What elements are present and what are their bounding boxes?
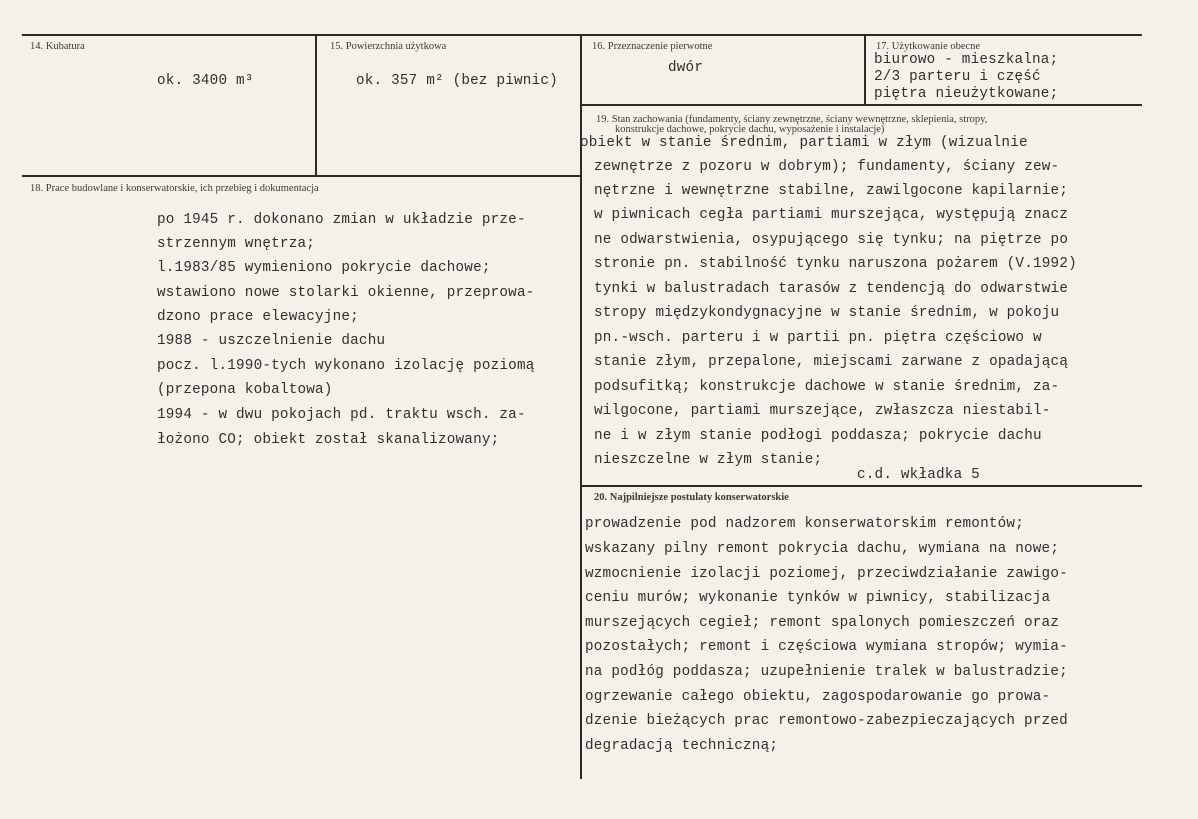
- field-19-line: tynki w balustradach tarasów z tendencją do odwarstwie: [594, 281, 1069, 297]
- divider-17-19: [581, 104, 1142, 106]
- field-14-value: ok. 3400 m³: [157, 73, 254, 89]
- field-18-line: (przepona kobaltowa): [157, 382, 333, 398]
- divider-19-20: [581, 485, 1142, 487]
- field-19-line: w piwnicach cegła partiami murszejąca, występują znacz: [594, 207, 1069, 223]
- field-18-line: po 1945 r. dokonano zmian w układzie prze-: [157, 212, 526, 228]
- field-18-line: 1994 - w dwu pokojach pd. traktu wsch. za-: [157, 407, 526, 423]
- field-17-line: biurowo - mieszkalna;: [874, 52, 1059, 68]
- field-17-label: 17. Użytkowanie obecne: [876, 41, 981, 52]
- field-19-line: nieszczelne w złym stanie;: [594, 452, 823, 468]
- field-20-line: wzmocnienie izolacji poziomej, przeciwdziałanie zawigo-: [585, 566, 1068, 582]
- field-19-line: stronie pn. stabilność tynku naruszona pożarem (V.1992): [594, 256, 1077, 272]
- field-18-line: łożono CO; obiekt został skanalizowany;: [157, 432, 500, 448]
- field-18-line: wstawiono nowe stolarki okienne, przeprowa-: [157, 285, 535, 301]
- field-18-line: dzono prace elewacyjne;: [157, 309, 359, 325]
- field-20-line: prowadzenie pod nadzorem konserwatorskim remontów;: [585, 516, 1024, 532]
- field-19-line: wilgocone, partiami murszejące, zwłaszcza niestabil-: [594, 403, 1051, 419]
- divider-14-15: [315, 34, 317, 175]
- field-16-label: 16. Przeznaczenie pierwotne: [592, 41, 713, 52]
- field-19-line: ne odwarstwienia, osypującego się tynku; na piętrze po: [594, 232, 1069, 248]
- field-18-line: strzennym wnętrza;: [157, 236, 316, 252]
- field-14-label: 14. Kubatura: [30, 41, 85, 52]
- field-15-label: 15. Powierzchnia użytkowa: [330, 41, 447, 52]
- field-20-line: degradacją techniczną;: [585, 738, 779, 754]
- field-20-line: na podłóg poddasza; uzupełnienie tralek w balustradzie;: [585, 664, 1068, 680]
- field-20-line: wskazany pilny remont pokrycia dachu, wymiana na nowe;: [585, 541, 1060, 557]
- field-18-line: 1988 - uszczelnienie dachu: [157, 333, 386, 349]
- field-20-line: dzenie bieżących prac remontowo-zabezpieczających przed: [585, 713, 1068, 729]
- field-17-line: piętra nieużytkowane;: [874, 86, 1059, 102]
- field-18-label: 18. Prace budowlane i konserwatorskie, ich przebieg i dokumentacja: [30, 183, 319, 194]
- field-19-line: stropy międzykondygnacyjne w stanie średnim, w pokoju: [594, 305, 1060, 321]
- field-19-line: ne i w złym stanie podłogi poddasza; pokrycie dachu: [594, 428, 1042, 444]
- field-20-line: ceniu murów; wykonanie tynków w piwnicy, stabilizacja: [585, 590, 1051, 606]
- field-19-line: podsufitką; konstrukcje dachowe w stanie średnim, za-: [594, 379, 1060, 395]
- field-17-line: 2/3 parteru i część: [874, 69, 1041, 85]
- divider-16-17: [864, 34, 866, 104]
- field-19-line: nętrzne i wewnętrzne stabilne, zawilgocone kapilarnie;: [594, 183, 1069, 199]
- top-border: [22, 34, 1142, 36]
- field-20-line: murszejących cegieł; remont spalonych pomieszczeń oraz: [585, 615, 1060, 631]
- field-18-line: l.1983/85 wymieniono pokrycie dachowe;: [157, 260, 491, 276]
- field-19-line: obiekt w stanie średnim, partiami w złym (wizualnie: [580, 135, 1028, 151]
- field-19-line: zewnętrze z pozoru w dobrym); fundamenty, ściany zew-: [594, 159, 1060, 175]
- field-20-line: ogrzewanie całego obiektu, zagospodarowanie go prowa-: [585, 689, 1051, 705]
- field-19-continuation: c.d. wkładka 5: [857, 467, 980, 483]
- field-19-line: pn.-wsch. parteru i w partii pn. piętra częściowo w: [594, 330, 1042, 346]
- field-16-value: dwór: [668, 60, 704, 76]
- field-15-value: ok. 357 m² (bez piwnic): [356, 73, 558, 89]
- field-19-line: stanie złym, przepalone, miejscami zarwane z opadającą: [594, 354, 1069, 370]
- divider-15-18: [22, 175, 581, 177]
- field-20-label: 20. Najpilniejsze postulaty konserwatorskie: [594, 492, 789, 503]
- field-19-label: 19. Stan zachowania (fundamenty, ściany zewnętrzne, ściany wewnętrzne, sklepienia, stropy,: [596, 114, 988, 125]
- field-20-line: pozostałych; remont i częściowa wymiana stropów; wymia-: [585, 639, 1068, 655]
- field-18-line: pocz. l.1990-tych wykonano izolację poziomą: [157, 358, 535, 374]
- field-19-label-cont: konstrukcje dachowe, pokrycie dachu, wyposażenie i instalacje): [615, 124, 885, 135]
